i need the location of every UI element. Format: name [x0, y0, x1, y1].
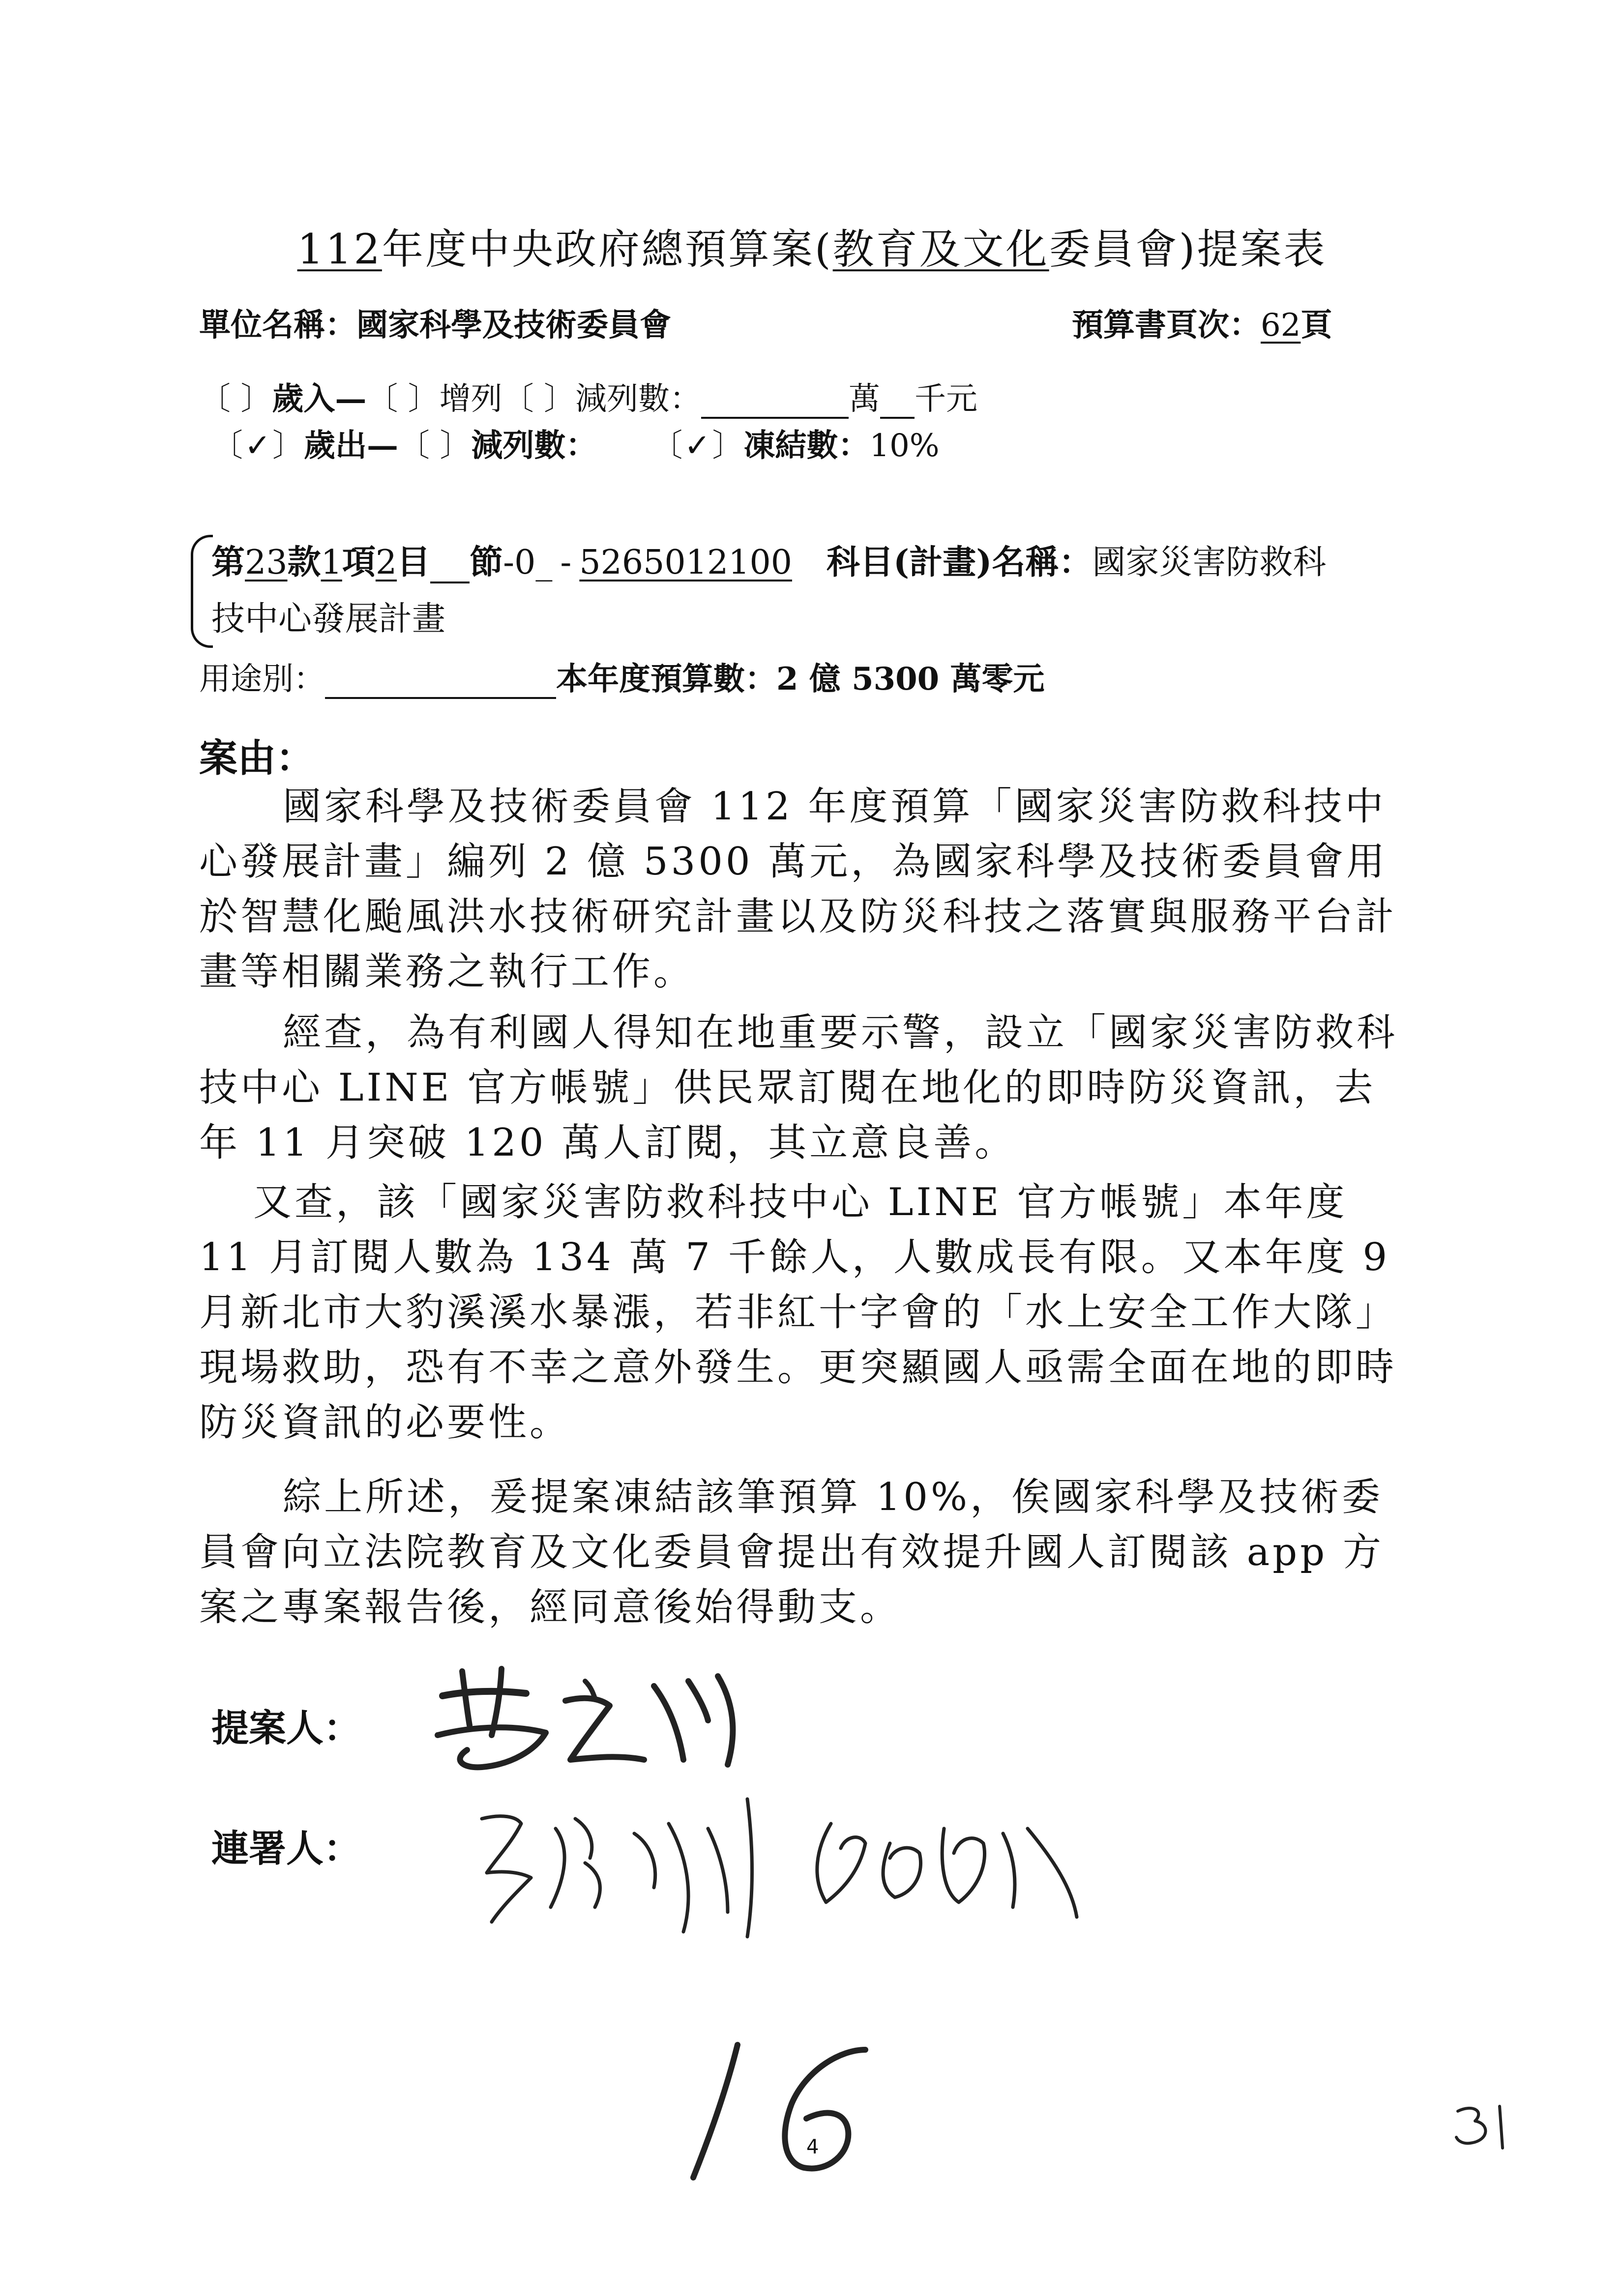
reason-paragraph-2: 經查，為有利國人得知在地重要示警，設立「國家災害防救科技中心 LINE 官方帳號」供民眾訂閱在地化的即時防災資訊，去年 11 月突破 120 萬人訂閱，其立意良善。: [199, 1011, 1398, 1165]
proposer-label: 提案人：: [211, 1706, 361, 1750]
account-row: 第23款1項2目 節-0_ - 5265012100 科目(計畫)名稱：國家災害防救科: [211, 536, 1326, 583]
expense-decrease-label: 減列數：: [471, 427, 597, 464]
unit-name-row: [199, 300, 671, 345]
cosigner-signature: [472, 1789, 1160, 1947]
freeze-checkbox[interactable]: 〔✓〕: [651, 428, 744, 464]
reason-paragraph-3: 又查，該「國家災害防救科技中心 LINE 官方帳號」本年度 11 月訂閱人數為 134 萬 7 千餘人，人數成長有限。又本年度 9 月新北市大豹溪溪水暴漲，若非紅十字會的「水上安全工作大隊」現場救助，恐有不幸之意外發生。更突顯國人亟需全面在地的即時防災資訊的必要性。: [199, 1180, 1397, 1445]
page-value: 62: [1261, 307, 1301, 344]
title-tail: 委員會)提案表: [1049, 225, 1327, 273]
proposer-signature: [423, 1652, 767, 1779]
plan-name-line1: 國家災害防救科: [1092, 543, 1327, 582]
account-code: 5265012100: [579, 543, 793, 582]
budget-value: 2 億 5300 萬零元: [776, 661, 1045, 698]
freeze-label: 凍結數：: [743, 427, 870, 464]
page-label: 預算書頁次：: [1072, 307, 1261, 344]
wan-blank[interactable]: [701, 387, 849, 419]
revenue-row: [199, 374, 977, 419]
reason-paragraph-4: 綜上所述，爰提案凍結該筆預算 10%，俟國家科學及技術委員會向立法院教育及文化委員會提出有效提升國人訂閱該 app 方案之專案報告後，經同意後始得動支。: [199, 1475, 1384, 1629]
kuan-number: 23: [245, 543, 288, 582]
usage-row: [199, 654, 1045, 699]
usage-blank[interactable]: [325, 668, 556, 699]
mu-number: 2: [375, 543, 397, 582]
page-unit: 頁: [1300, 307, 1332, 344]
check-icon: ✓: [684, 428, 711, 464]
expense-decrease-checkbox[interactable]: 〔 〕: [398, 428, 472, 464]
check-icon: ✓: [244, 428, 271, 464]
wan-unit: 萬: [849, 381, 881, 417]
qian-blank[interactable]: [880, 387, 915, 419]
budget-label: 本年度預算數：: [556, 661, 776, 698]
revenue-checkbox[interactable]: 〔 〕: [199, 381, 272, 417]
page-number: 4: [806, 2136, 819, 2158]
handwritten-number: [679, 2030, 885, 2187]
budget-page-row: [1072, 300, 1332, 345]
reason-paragraph-1: 國家科學及技術委員會 112 年度預算「國家災害防救科技中心發展計畫」編列 2 億 5300 萬元，為國家科學及技術委員會用於智慧化颱風洪水技術研究計畫以及防災科技之落實與服務平台計畫等相關業務之執行工作。: [199, 785, 1397, 994]
plan-name-line2: 技中心發展計畫: [211, 600, 446, 639]
title-committee: 教育及文化: [832, 225, 1049, 273]
plan-name-label: 科目(計畫)名稱：: [827, 543, 1093, 582]
qian-unit: 千元: [915, 381, 978, 417]
expense-row: [211, 420, 940, 465]
expense-checkbox[interactable]: 〔✓〕: [211, 428, 304, 464]
page-title: [0, 216, 1624, 276]
unit-label: 單位名稱：: [199, 307, 356, 344]
decrease-checkbox[interactable]: 〔 〕: [502, 381, 576, 417]
jie-code: -0_: [503, 543, 553, 582]
revenue-label: 歲入—: [272, 380, 367, 417]
reason-heading: 案由：: [199, 736, 315, 781]
decrease-label: 減列數：: [575, 381, 702, 417]
increase-checkbox[interactable]: 〔 〕: [366, 381, 440, 417]
xiang-number: 1: [321, 543, 342, 582]
increase-label: 增列: [439, 381, 502, 417]
corner-number: [1450, 2099, 1514, 2153]
title-year: 112: [297, 225, 382, 273]
title-text: 年度中央政府總預算案(: [382, 225, 833, 273]
unit-value: 國家科學及技術委員會: [356, 307, 671, 344]
expense-label: 歲出—: [304, 427, 398, 464]
freeze-value: 10%: [869, 428, 940, 464]
cosigner-label: 連署人：: [211, 1827, 361, 1870]
usage-label: 用途別：: [199, 661, 325, 698]
jie-blank[interactable]: [430, 552, 470, 583]
account-bracket: [191, 535, 213, 648]
